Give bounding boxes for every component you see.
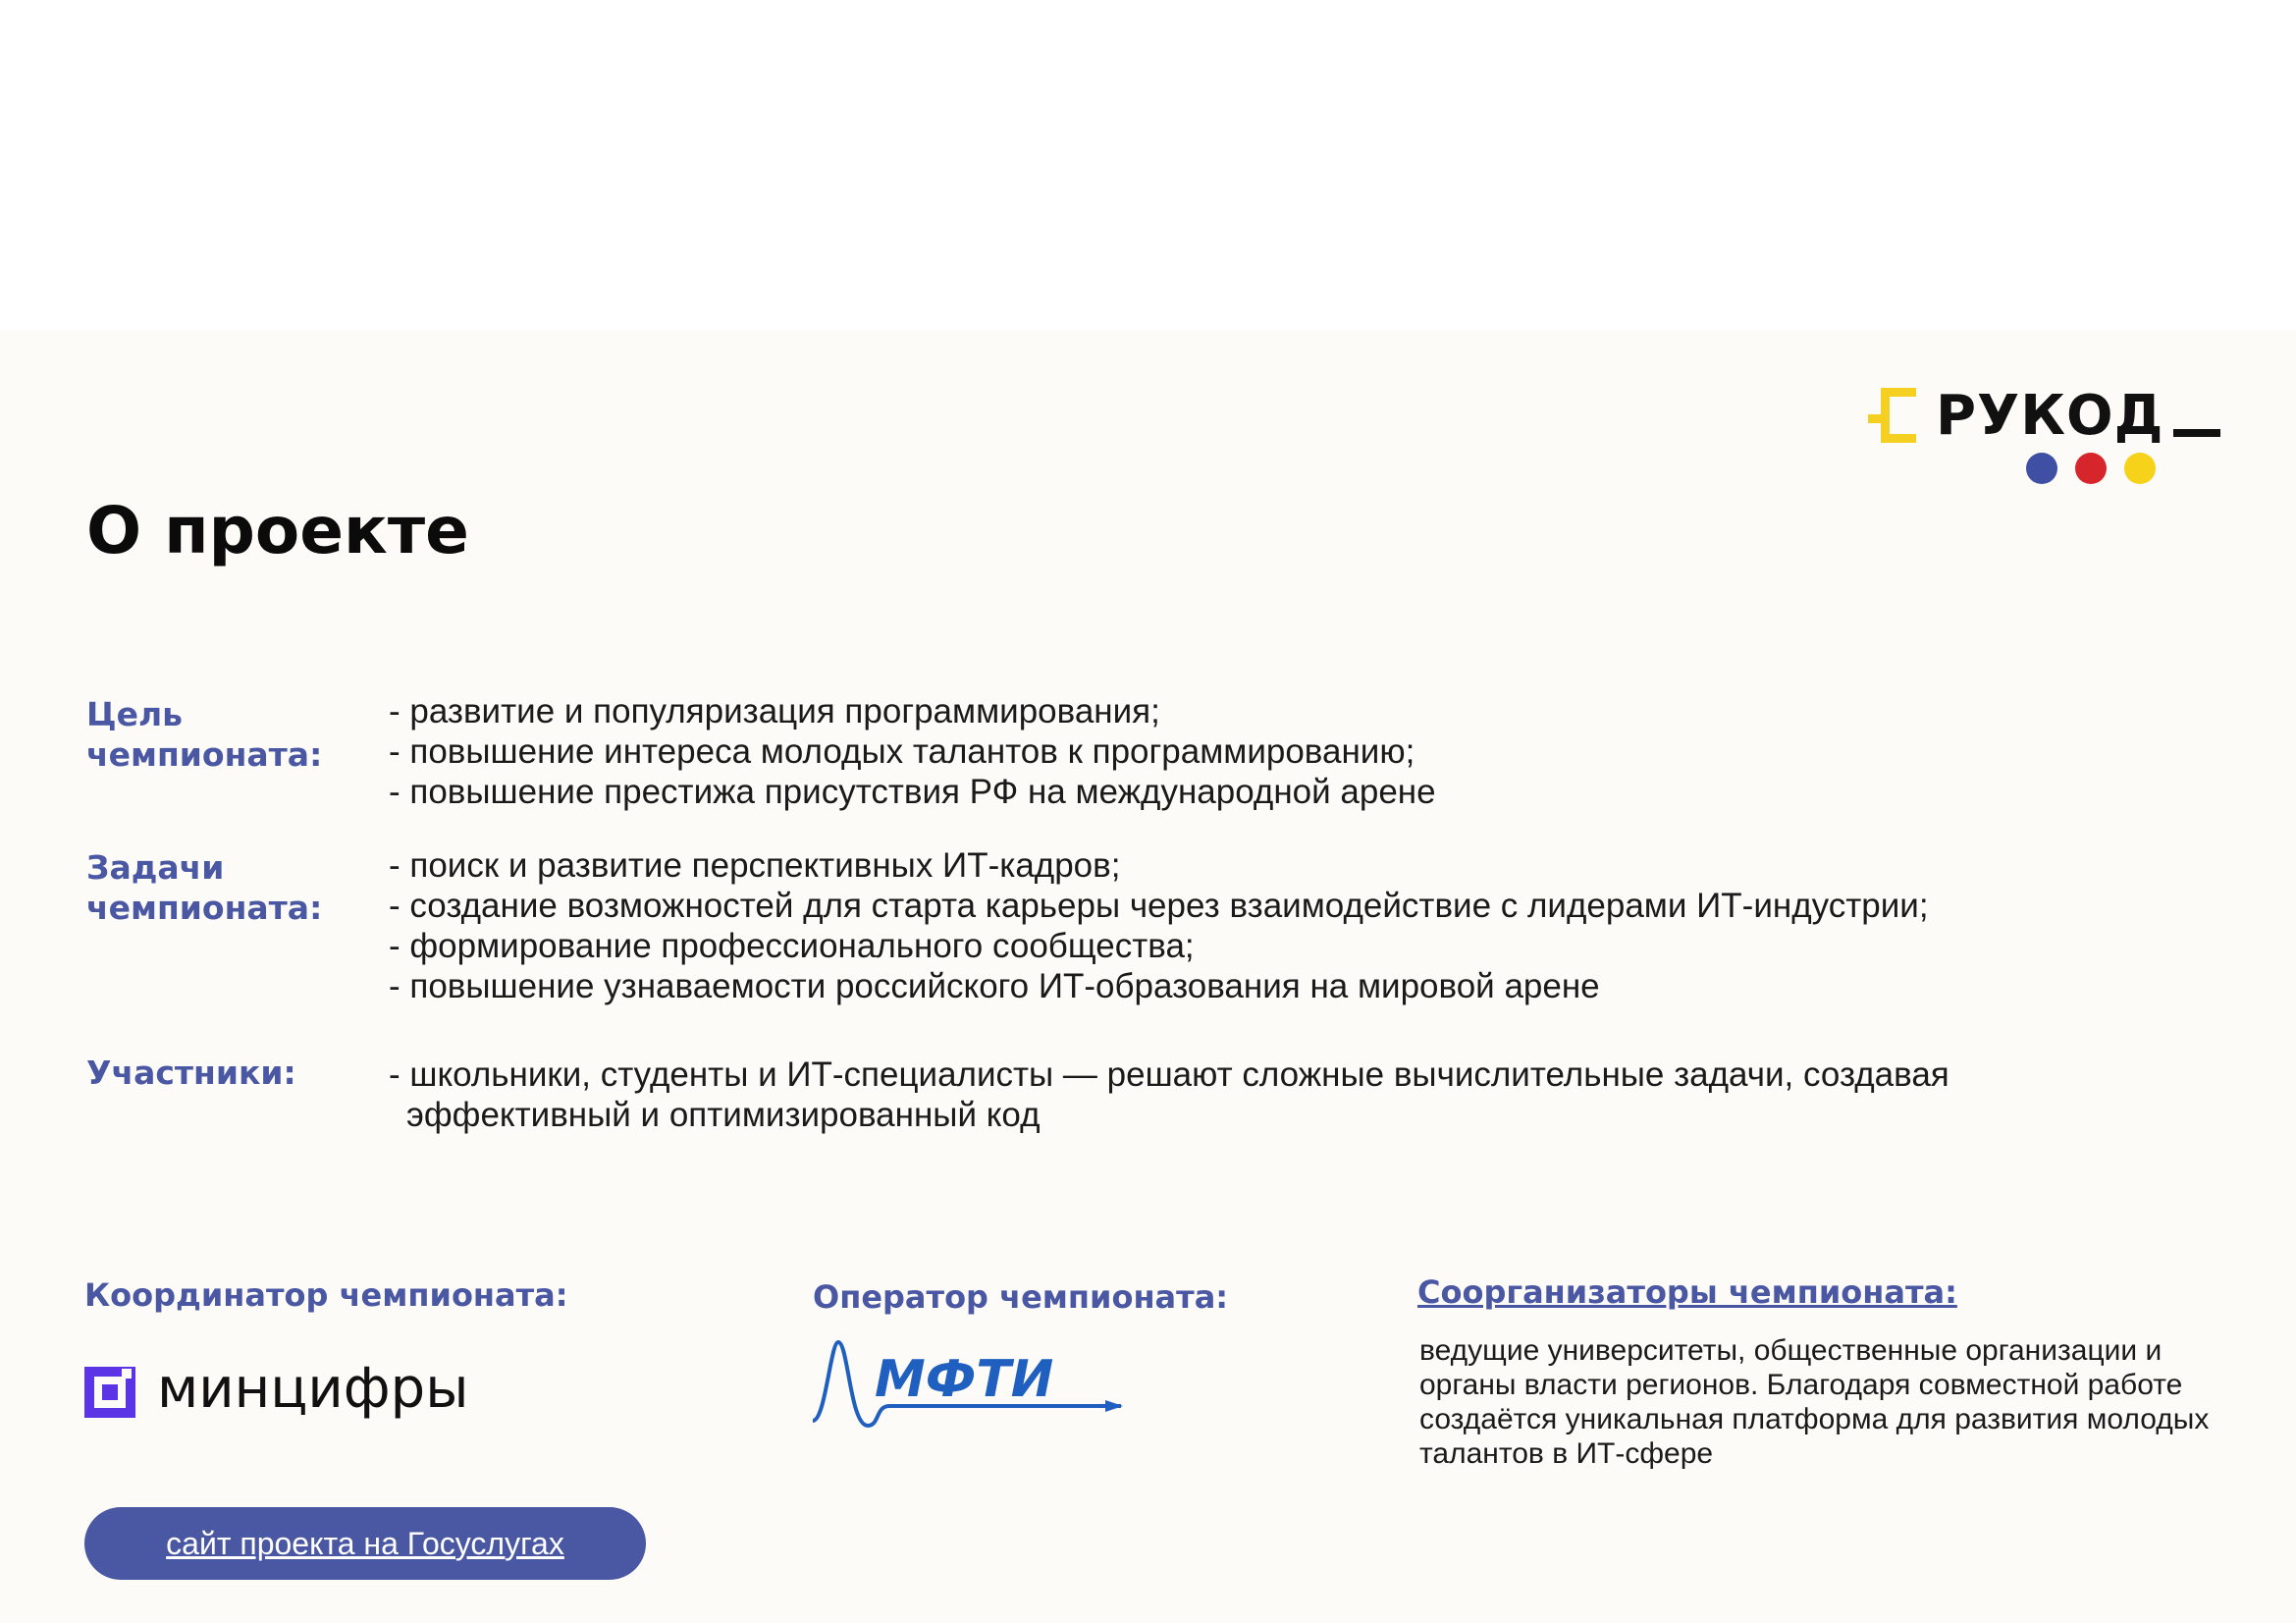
page-title: О проекте [86, 493, 469, 568]
coordinator-label: Координатор чемпионата: [84, 1276, 568, 1314]
gosuslugi-site-button[interactable]: сайт проекта на Госуслугах [84, 1507, 646, 1580]
logo-bracket-icon [1881, 388, 1916, 443]
logo-dot-red [2075, 453, 2107, 484]
section-label-participants: Участники: [86, 1054, 296, 1092]
list-item: - формирование профессионального сообщества; [389, 927, 1195, 965]
list-item: - повышение престижа присутствия РФ на международной арене [389, 773, 1436, 811]
operator-label: Оператор чемпионата: [813, 1278, 1229, 1316]
logo-underscore [2173, 429, 2220, 437]
mincifry-mark-icon [84, 1367, 135, 1418]
mincifry-wordmark: минцифры [157, 1357, 469, 1421]
list-item: - развитие и популяризация программирования; [389, 692, 1160, 730]
section-label-goal: Цель чемпионата: [86, 695, 323, 774]
list-item: - повышение интереса молодых талантов к программированию; [389, 732, 1415, 771]
list-item: - повышение узнаваемости российского ИТ-образования на мировой арене [389, 967, 1600, 1005]
coorganizers-description: ведущие университеты, общественные организации и органы власти регионов. Благодаря совместной работе создаётся уникальная платформа для развития молодых талантов в ИТ-сфере [1419, 1334, 2210, 1470]
list-item: эффективный и оптимизированный код [406, 1096, 1041, 1134]
list-item: - создание возможностей для старта карьеры через взаимодействие с лидерами ИТ-индустрии; [389, 887, 1929, 925]
section-lines-goal [389, 691, 1436, 812]
logo-dot-blue [2026, 453, 2057, 484]
logo-wordmark: РУКОД [1936, 384, 2164, 448]
coorganizers-label[interactable]: Соорганизаторы чемпионата: [1417, 1273, 1957, 1311]
list-item: - поиск и развитие перспективных ИТ-кадров; [389, 846, 1121, 885]
section-lines-tasks [389, 845, 1929, 1006]
section-label-tasks: Задачи чемпионата: [86, 848, 323, 927]
list-item: - школьники, студенты и ИТ-специалисты — решают сложные вычислительные задачи, создавая [389, 1055, 1949, 1094]
section-lines-participants [389, 1055, 1949, 1135]
rukod-logo [1881, 384, 2224, 486]
logo-dot-yellow [2124, 453, 2156, 484]
mfti-logo [811, 1337, 1125, 1435]
mfti-wordmark: МФТИ [875, 1350, 1054, 1409]
mincifry-logo [84, 1357, 536, 1422]
